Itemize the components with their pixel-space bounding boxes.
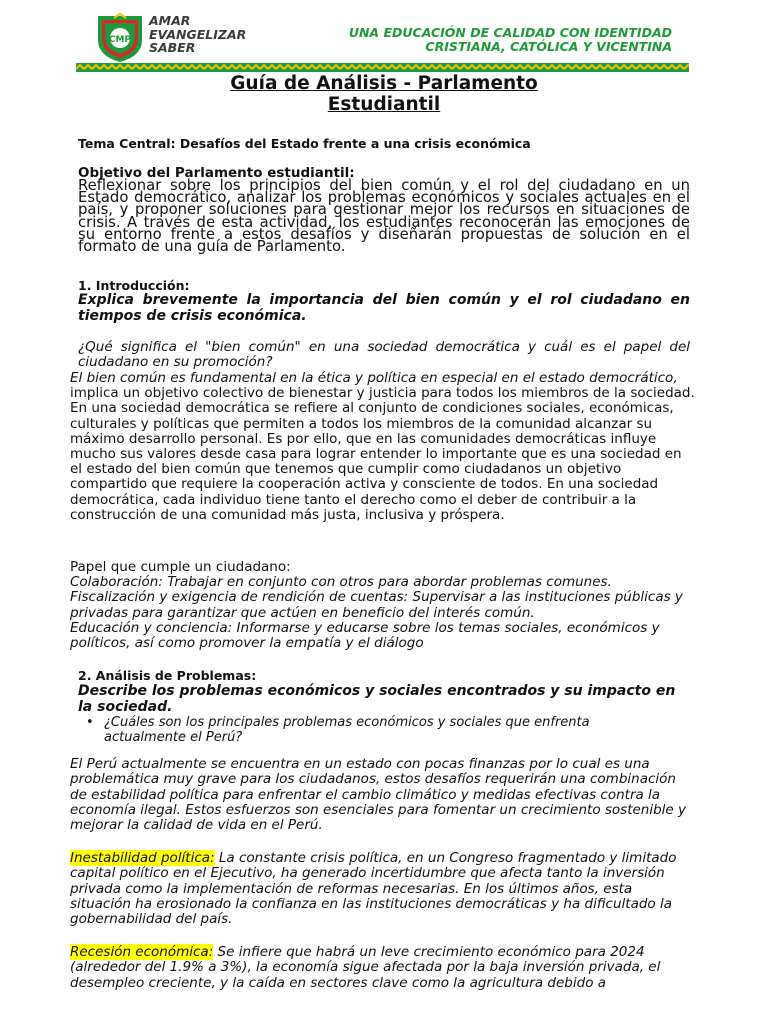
citizen-roles-heading: Papel que cumple un ciudadano: <box>70 559 291 575</box>
title-line-1: Guía de Análisis - Parlamento <box>230 73 538 94</box>
citizen-roles-list <box>70 575 700 651</box>
section-2-heading: 2. Análisis de Problemas: <box>78 668 257 683</box>
section-2-bullet <box>82 715 664 745</box>
section-1-question: ¿Qué significa el "bien común" en una sociedad democrática y cuál es el papel del ciudadano en su promoción? <box>78 339 690 370</box>
economic-recession-text: Se infiere que habrá un leve crecimiento económico para 2024 (alrededor del 1.9% a 3%), la economía sigue afectada por la baja inversión privada, el desempleo creciente, y la caída en sectores clave como la agricultura debido a <box>70 944 661 991</box>
slogan-line-1: UNA EDUCACIÓN DE CALIDAD CON IDENTIDAD <box>348 25 672 40</box>
role-item: Colaboración: Trabajar en conjunto con otros para abordar problemas comunes. <box>70 574 612 590</box>
political-instability-text: La constante crisis política, en un Congreso fragmentado y limitado capital político en el Ejecutivo, ha generado incertidumbre que afecta tanto la inversión privada como la implementación de reformas necesarias. En los últimos años, esta situación ha erosionado la confianza en las instituciones democráticas y ha dificultado la gobernabilidad del país. <box>70 850 677 928</box>
section-2-prompt: Describe los problemas económicos y sociales encontrados y su impacto en la sociedad. <box>78 683 676 715</box>
school-motto <box>149 14 246 55</box>
section-1-prompt: Explica brevemente la importancia del bien común y el rol ciudadano en tiempos de crisis económica. <box>78 292 690 324</box>
motto-line-3: SABER <box>149 40 196 55</box>
school-crest-logo <box>94 12 146 64</box>
role-item: Educación y conciencia: Informarse y educarse sobre los temas sociales, económicos y políticos, así como promover la empatía y el diálogo <box>70 619 660 652</box>
central-theme: Tema Central: Desafíos del Estado frente a una crisis económica <box>78 136 531 151</box>
motto-line-2: EVANGELIZAR <box>149 26 247 42</box>
decorative-band <box>76 63 689 72</box>
economic-recession-paragraph <box>70 945 695 991</box>
slogan-line-2: CRISTIANA, CATÓLICA Y VICENTINA <box>425 39 672 54</box>
logo-text: CMP <box>108 35 132 45</box>
bullet-dot-icon: • <box>86 715 94 730</box>
answer-rest: implica un objetivo colectivo de bienestar y justicia para todos los miembros de la sociedad. En una sociedad democrática se refiere al conjunto de condiciones sociales, económicas, culturales y políticas que permiten a todos los miembros de la comunidad alcanzar su máximo desarrollo personal. Es por ello, que en las comunidades democráticas influye mucho sus valores desde casa para lograr entender lo importante que es una sociedad en el estado del bien común que tenemos que cumplir como ciudadanos un objetivo compartido que requiere la cooperación activa y consciente de todos. En una sociedad democrática, cada individuo tiene tanto el derecho como el deber de contribuir a la construcción de una comunidad más justa, inclusiva y próspera. <box>70 385 695 523</box>
objective-text: Reflexionar sobre los principios del bien común y el rol del ciudadano en un Estado democrático, analizar los problemas económicos y sociales actuales en el país, y proponer soluciones para gestionar mejor los recursos en situaciones de crisis. A través de esta actividad, los estudiantes reconocerán las emociones de su entorno frente a estos desafíos y diseñarán propuestas de solución en el formato de una guía de Parlamento. <box>78 177 690 256</box>
title-line-2: Estudiantil <box>327 94 441 115</box>
political-instability-paragraph <box>70 851 695 927</box>
role-item: Fiscalización y exigencia de rendición de cuentas: Supervisar a las instituciones públicas y privadas para garantizar que actúen en beneficio del interés común. <box>70 589 683 621</box>
section-1-answer <box>70 371 695 523</box>
political-instability-label: Inestabilidad política: <box>70 850 215 866</box>
school-slogan <box>300 26 672 54</box>
bullet-text: ¿Cuáles son los principales problemas económicos y sociales que enfrenta actualmente el Perú? <box>104 715 590 745</box>
document-title <box>0 73 768 115</box>
objective-heading: Objetivo del Parlamento estudiantil: <box>78 165 355 181</box>
economic-recession-label: Recesión económica: <box>70 944 214 960</box>
letterhead <box>0 0 768 72</box>
peru-situation-paragraph: El Perú actualmente se encuentra en un estado con pocas finanzas por lo cual es una problemática muy grave para los ciudadanos, estos desafíos requerirán una combinación de estabilidad política para enfrentar el cambio climático y medidas efectivas contra la economía ilegal. Estos esfuerzos son esenciales para fomentar un crecimiento sostenible y mejorar la calidad de vida en el Perú. <box>70 756 687 834</box>
motto-line-1: AMAR <box>149 13 191 28</box>
answer-italic-part: El bien común es fundamental en la ética y política en especial en el estado democrático, <box>70 370 678 386</box>
section-1-heading: 1. Introducción: <box>78 278 190 293</box>
